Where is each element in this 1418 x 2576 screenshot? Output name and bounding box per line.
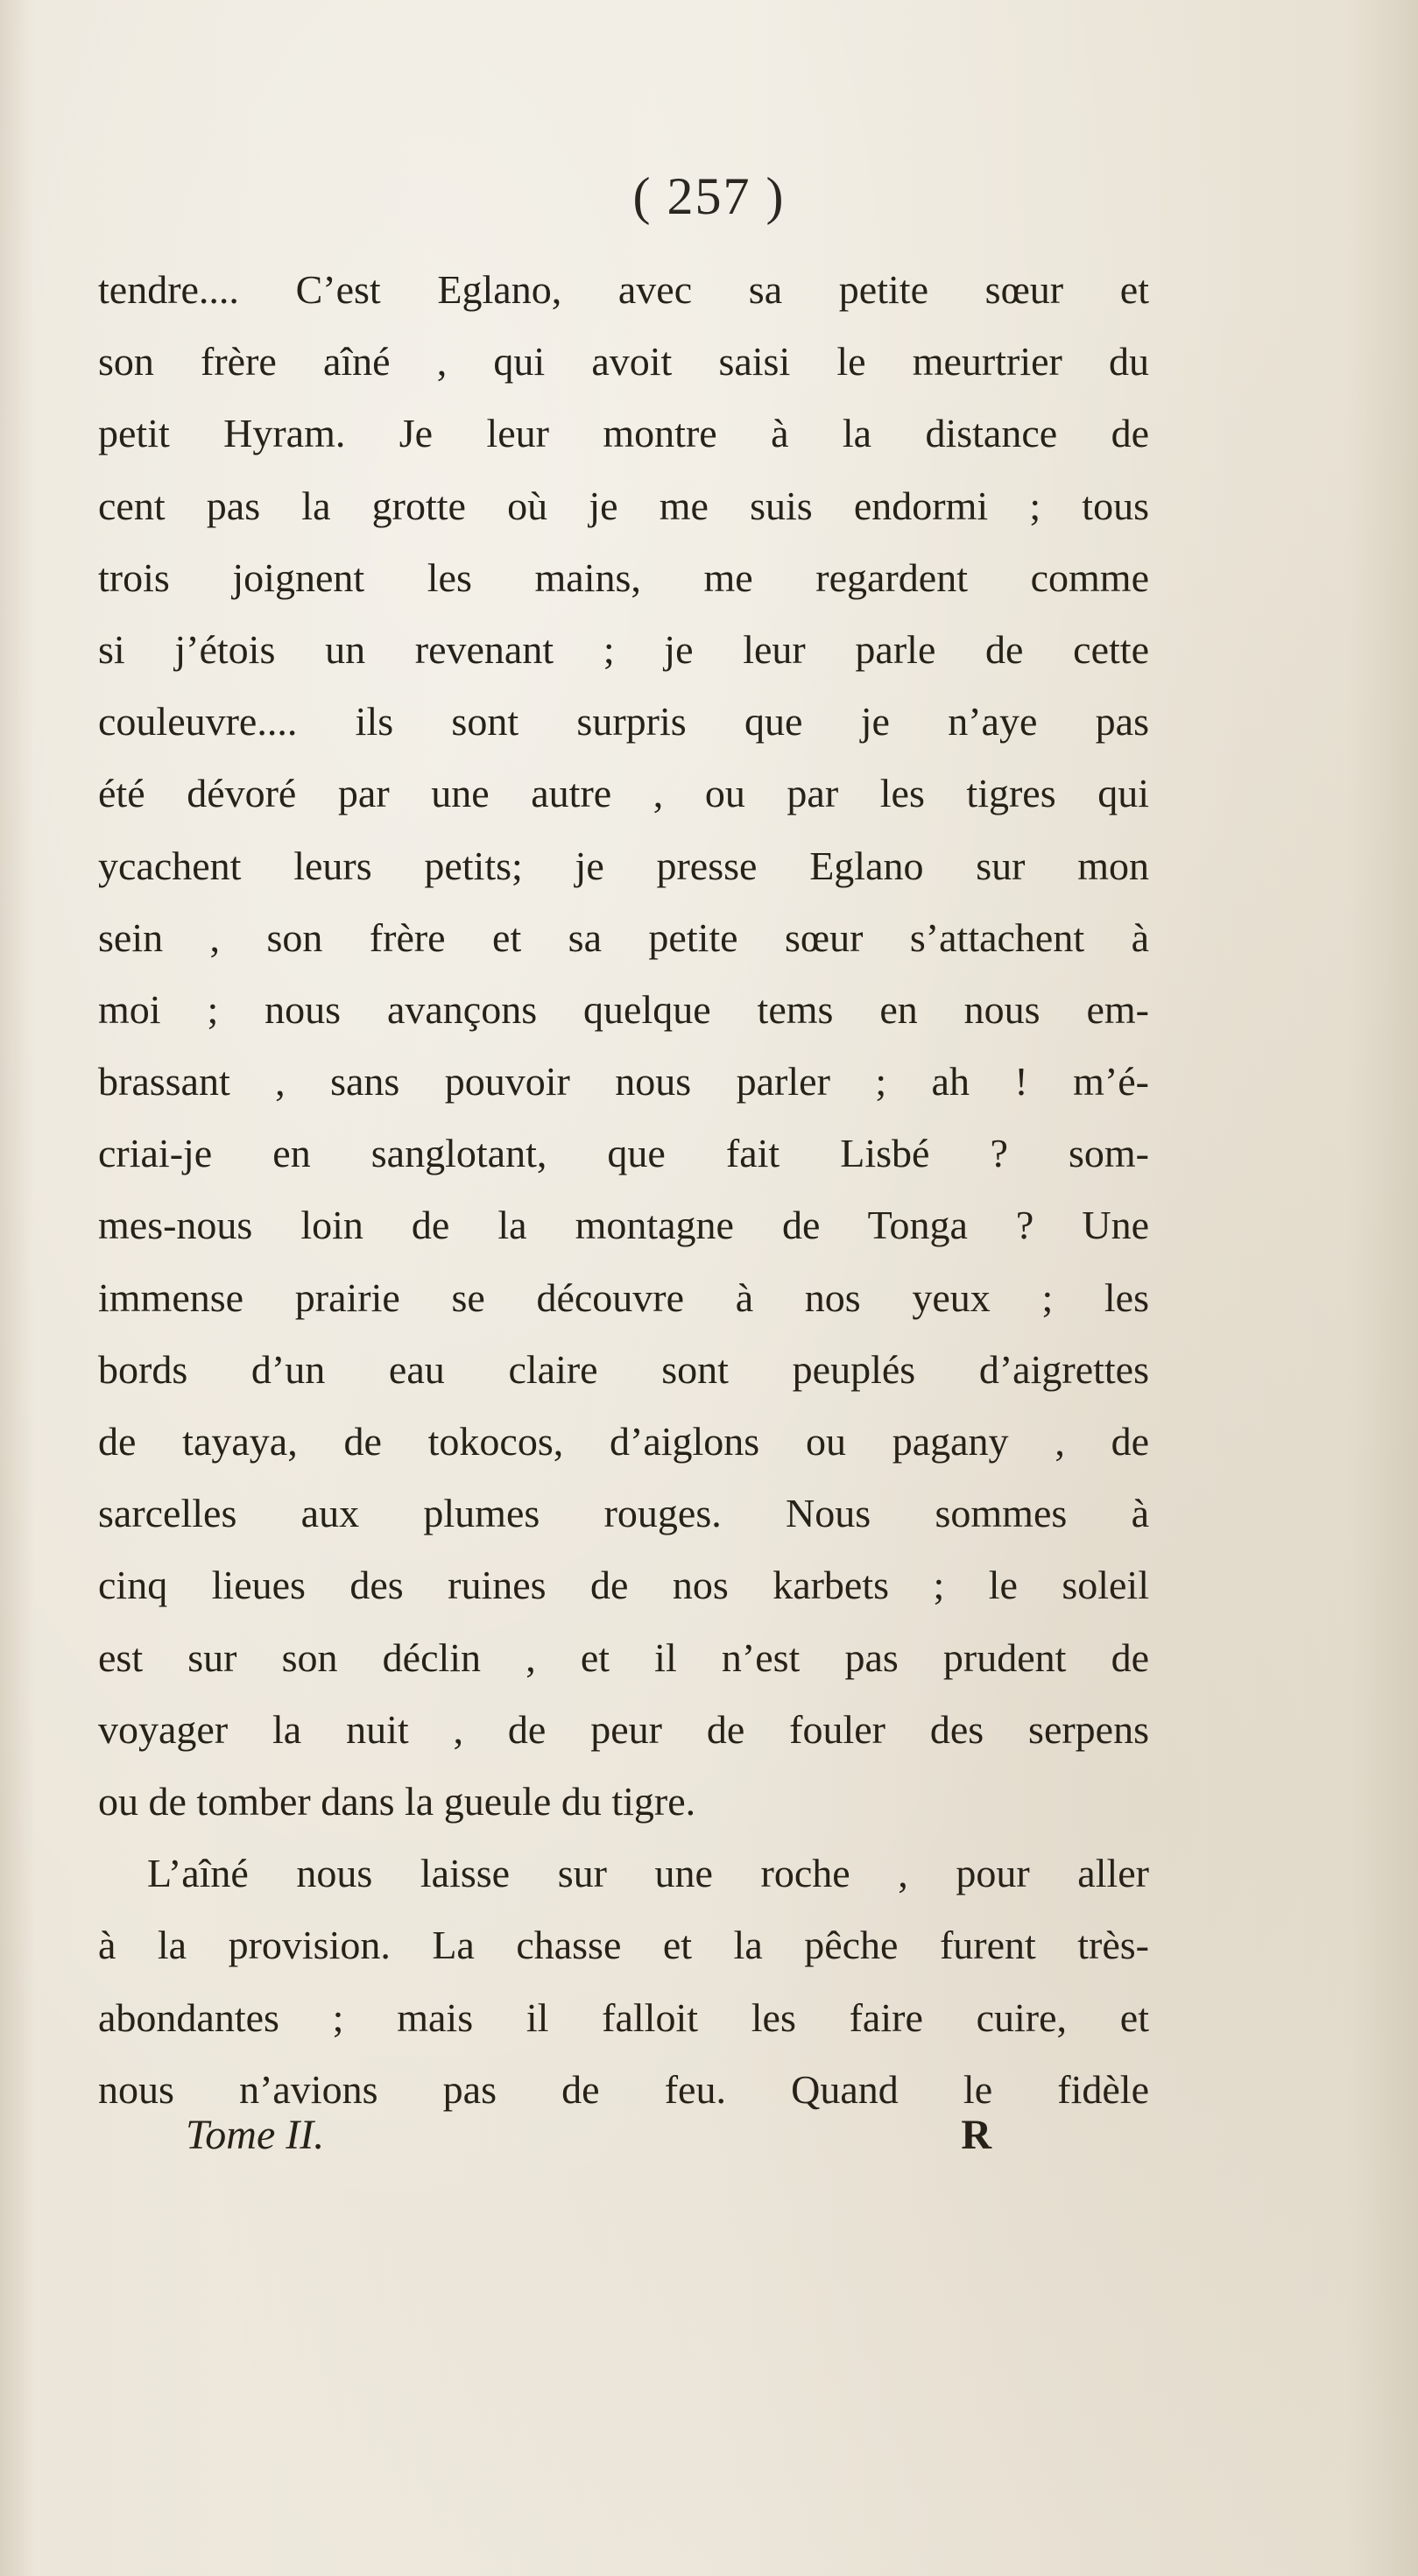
text-line: sarcelles aux plumes rouges. Nous sommes à	[98, 1491, 1149, 1536]
paragraph-start-line: L’aîné nous laisse sur une roche , pour aller	[147, 1851, 1149, 1896]
text-line: brassant , sans pouvoir nous parler ; ah ! m’é-	[98, 1059, 1149, 1105]
text-line: abondantes ; mais il falloit les faire cuire, et	[98, 1994, 1149, 2040]
text-line: nous n’avions pas de feu. Quand le fidèle	[98, 2066, 1149, 2112]
text-line: est sur son déclin , et il n’est pas prudent de	[98, 1634, 1149, 1680]
volume-label: Tome II.	[186, 2112, 325, 2158]
text-line: mes-nous loin de la montagne de Tonga ? Une	[98, 1203, 1149, 1248]
text-line: tendre.... C’est Eglano, avec sa petite sœur et	[98, 267, 1149, 312]
text-line: voyager la nuit , de peur de fouler des serpens	[98, 1706, 1149, 1752]
text-line: ycachent leurs petits; je presse Eglano sur mon	[98, 843, 1149, 888]
text-line: criai-je en sanglotant, que fait Lisbé ? som-	[98, 1131, 1149, 1176]
signature-mark: R	[961, 2112, 991, 2158]
text-line: son frère aîné , qui avoit saisi le meurtrier du	[98, 339, 1149, 385]
text-line: moi ; nous avançons quelque tems en nous em-	[98, 986, 1149, 1032]
text-line: immense prairie se découvre à nos yeux ; les	[98, 1274, 1149, 1320]
text-line: si j’étois un revenant ; je leur parle de cette	[98, 626, 1149, 672]
page-number: ( 257 )	[632, 167, 786, 225]
text-line: cent pas la grotte où je me suis endormi ; tous	[98, 483, 1149, 528]
text-line: bords d’un eau claire sont peuplés d’aigrettes	[98, 1346, 1149, 1392]
text-line: de tayaya, de tokocos, d’aiglons ou pagany , de	[98, 1419, 1149, 1464]
text-line: cinq lieues des ruines de nos karbets ; le soleil	[98, 1563, 1149, 1608]
text-line: sein , son frère et sa petite sœur s’attachent à	[98, 914, 1149, 960]
text-line: couleuvre.... ils sont surpris que je n’aye pas	[98, 699, 1149, 745]
body-text	[98, 254, 1149, 2126]
text-line: à la provision. La chasse et la pêche furent très-	[98, 1923, 1149, 1968]
page-footer	[186, 2111, 991, 2172]
text-line: trois joignent les mains, me regardent comme	[98, 554, 1149, 600]
paragraph-end-line: ou de tomber dans la gueule du tigre.	[98, 1778, 696, 1824]
text-line: été dévoré par une autre , ou par les tigres qui	[98, 771, 1149, 816]
text-line: petit Hyram. Je leur montre à la distance de	[98, 411, 1149, 456]
